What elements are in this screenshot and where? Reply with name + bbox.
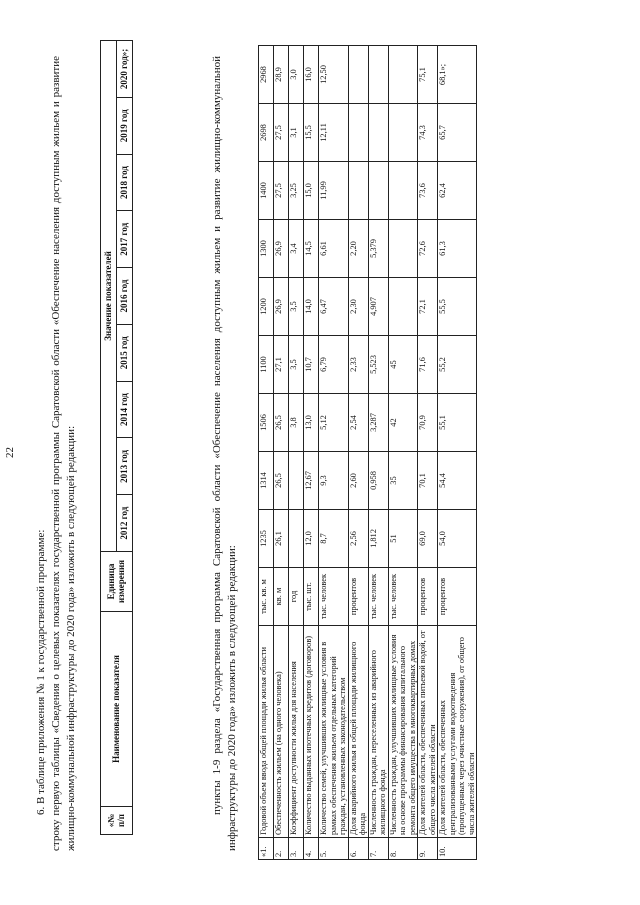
value-cell: 1314 [259, 452, 274, 510]
value-cell: 68,1»; [438, 46, 477, 104]
value-cell: 10,7 [304, 336, 319, 394]
table-row [319, 46, 349, 860]
unit-cell: процентов [348, 568, 368, 626]
row-number: 4. [304, 838, 319, 860]
value-cell: 11,99 [319, 162, 349, 220]
value-cell: 14,5 [304, 220, 319, 278]
header-year: 2018 год [117, 154, 133, 211]
table-row [418, 46, 438, 860]
value-cell: 15,0 [304, 162, 319, 220]
value-cell: 26,9 [274, 220, 289, 278]
second-paragraph: пункты 1-9 раздела «Государственная программа Саратовской области «Обеспечение населения доступным жильем и развитие жилищно-коммунальной инфраструктуры до 2020 года» изложить в следующей редакции: [211, 56, 238, 851]
value-cell: 28,9 [274, 46, 289, 104]
value-cell: 55,5 [438, 278, 477, 336]
value-cell: 3,5 [289, 336, 304, 394]
value-cell: 13,0 [304, 394, 319, 452]
row-number: 7. [368, 838, 388, 860]
value-cell: 6,79 [319, 336, 349, 394]
indicators-table [258, 45, 477, 860]
value-cell: 27,5 [274, 162, 289, 220]
value-cell: 8,7 [319, 510, 349, 568]
value-cell: 45 [388, 336, 418, 394]
value-cell: 9,3 [319, 452, 349, 510]
row-number: 6. [348, 838, 368, 860]
value-cell: 54,4 [438, 452, 477, 510]
value-cell [388, 220, 418, 278]
value-cell: 2,33 [348, 336, 368, 394]
value-cell: 27,1 [274, 336, 289, 394]
unit-cell: тыс. человек [368, 568, 388, 626]
value-cell: 3,4 [289, 220, 304, 278]
value-cell: 72,6 [418, 220, 438, 278]
value-cell: 2,56 [348, 510, 368, 568]
value-cell: 2968 [259, 46, 274, 104]
value-cell: 12,0 [304, 510, 319, 568]
value-cell: 26,5 [274, 394, 289, 452]
value-cell: 5,523 [368, 336, 388, 394]
value-cell: 1235 [259, 510, 274, 568]
unit-cell: кв. м [274, 568, 289, 626]
header-table [100, 40, 133, 835]
value-cell [289, 452, 304, 510]
indicator-name: Количество семей, улучшивших жилищные условия в рамках обеспечения жильем отдельных категорий граждан, установленных законодательством [319, 626, 349, 838]
header-col-values: Значение показателей [101, 41, 117, 552]
row-number: «1. [259, 838, 274, 860]
table-row [274, 46, 289, 860]
value-cell: 12,67 [304, 452, 319, 510]
value-cell [348, 46, 368, 104]
indicator-name: Годовой объем ввода общей площади жилья области [259, 626, 274, 838]
unit-cell: тыс. кв. м [259, 568, 274, 626]
value-cell: 51 [388, 510, 418, 568]
value-cell: 12,50 [319, 46, 349, 104]
intro-text: строку первую таблицы «Сведения о целевых показателях государственной программы Саратовской области «Обеспечение населения доступным жильем и развитие жилищно-коммунальной инфраструктуры до 2020 года» изложить в следующей редакции: [50, 56, 77, 851]
value-cell: 70,9 [418, 394, 438, 452]
value-cell: 3,5 [289, 278, 304, 336]
page-number: 22 [4, 447, 16, 458]
value-cell: 65,7 [438, 104, 477, 162]
unit-cell: тыс. шт. [304, 568, 319, 626]
value-cell: 71,6 [418, 336, 438, 394]
row-number: 5. [319, 838, 349, 860]
header-year: 2014 год [117, 381, 133, 438]
indicator-name: Численность граждан, переселенных из аварийного жилищного фонда [368, 626, 388, 838]
value-cell: 3,0 [289, 46, 304, 104]
value-cell: 6,47 [319, 278, 349, 336]
table-row [368, 46, 388, 860]
table-row [348, 46, 368, 860]
value-cell [348, 162, 368, 220]
value-cell: 1400 [259, 162, 274, 220]
header-year: 2020 год»; [117, 41, 133, 98]
value-cell: 61,3 [438, 220, 477, 278]
intro-paragraph [34, 56, 79, 851]
header-col-unit: Единица измерения [101, 552, 133, 612]
unit-cell: тыс. человек [388, 568, 418, 626]
value-cell: 27,5 [274, 104, 289, 162]
indicator-name: Доля жителей области, обеспеченных питьевой водой, от общего числа жителей области [418, 626, 438, 838]
table-row [438, 46, 477, 860]
header-year: 2017 год [117, 211, 133, 268]
header-year: 2015 год [117, 324, 133, 381]
header-year: 2016 год [117, 268, 133, 325]
value-cell: 62,4 [438, 162, 477, 220]
value-cell: 1100 [259, 336, 274, 394]
value-cell [388, 46, 418, 104]
value-cell: 74,3 [418, 104, 438, 162]
value-cell: 69,0 [418, 510, 438, 568]
value-cell: 26,9 [274, 278, 289, 336]
value-cell: 14,0 [304, 278, 319, 336]
value-cell: 2,60 [348, 452, 368, 510]
unit-cell: год [289, 568, 304, 626]
header-col-num: «№ п/п [101, 807, 133, 835]
indicator-name: Доля аварийного жилья в общей площади жилищного фонда [348, 626, 368, 838]
unit-cell: тыс. человек [319, 568, 349, 626]
header-col-name: Наименование показателя [101, 612, 133, 807]
row-number: 8. [388, 838, 418, 860]
value-cell: 55,1 [438, 394, 477, 452]
value-cell [388, 104, 418, 162]
value-cell: 1,812 [368, 510, 388, 568]
value-cell: 4,907 [368, 278, 388, 336]
unit-cell: процентов [438, 568, 477, 626]
value-cell: 54,0 [438, 510, 477, 568]
value-cell: 70,1 [418, 452, 438, 510]
value-cell: 73,6 [418, 162, 438, 220]
value-cell: 72,1 [418, 278, 438, 336]
value-cell: 15,5 [304, 104, 319, 162]
header-year: 2013 год [117, 438, 133, 495]
row-number: 2. [274, 838, 289, 860]
indicators-table-body [259, 46, 477, 860]
value-cell [368, 104, 388, 162]
value-cell: 1300 [259, 220, 274, 278]
value-cell: 5,379 [368, 220, 388, 278]
row-number: 9. [418, 838, 438, 860]
value-cell: 75,1 [418, 46, 438, 104]
header-year: 2012 год [117, 495, 133, 552]
value-cell [388, 162, 418, 220]
value-cell: 42 [388, 394, 418, 452]
row-number: 10. [438, 838, 477, 860]
value-cell [368, 46, 388, 104]
value-cell: 2,30 [348, 278, 368, 336]
value-cell [348, 104, 368, 162]
indicator-name: Доля жителей области, обеспеченных централизованными услугами водоотведения (пропущенных через очистные сооружения), от общего числа жителей области [438, 626, 477, 838]
value-cell: 1506 [259, 394, 274, 452]
indicator-name: Обеспеченность жильем (на одного человека) [274, 626, 289, 838]
table-row [259, 46, 274, 860]
table-row [304, 46, 319, 860]
value-cell [388, 278, 418, 336]
value-cell: 5,12 [319, 394, 349, 452]
value-cell: 55,2 [438, 336, 477, 394]
value-cell: 12,11 [319, 104, 349, 162]
table-row [388, 46, 418, 860]
header-year: 2019 год [117, 97, 133, 154]
value-cell: 16,0 [304, 46, 319, 104]
value-cell [289, 510, 304, 568]
value-cell [368, 162, 388, 220]
value-cell: 2,54 [348, 394, 368, 452]
value-cell: 3,8 [289, 394, 304, 452]
value-cell: 2,20 [348, 220, 368, 278]
value-cell: 26,1 [274, 510, 289, 568]
intro-lead: 6. В таблице приложения № 1 к государственной программе: [35, 529, 47, 815]
value-cell: 3,287 [368, 394, 388, 452]
value-cell: 3,1 [289, 104, 304, 162]
value-cell: 1200 [259, 278, 274, 336]
value-cell: 6,61 [319, 220, 349, 278]
value-cell: 3,25 [289, 162, 304, 220]
table-row [289, 46, 304, 860]
value-cell: 2698 [259, 104, 274, 162]
row-number: 3. [289, 838, 304, 860]
value-cell: 0,958 [368, 452, 388, 510]
unit-cell: процентов [418, 568, 438, 626]
indicator-name: Коэффициент доступности жилья для населения [289, 626, 304, 838]
indicator-name: Количество выданных ипотечных кредитов (договоров) [304, 626, 319, 838]
value-cell: 35 [388, 452, 418, 510]
indicator-name: Численность граждан, улучшивших жилищные условия на основе программы финансирования капитального ремонта общего имущества в многоквартирных домах [388, 626, 418, 838]
value-cell: 26,5 [274, 452, 289, 510]
